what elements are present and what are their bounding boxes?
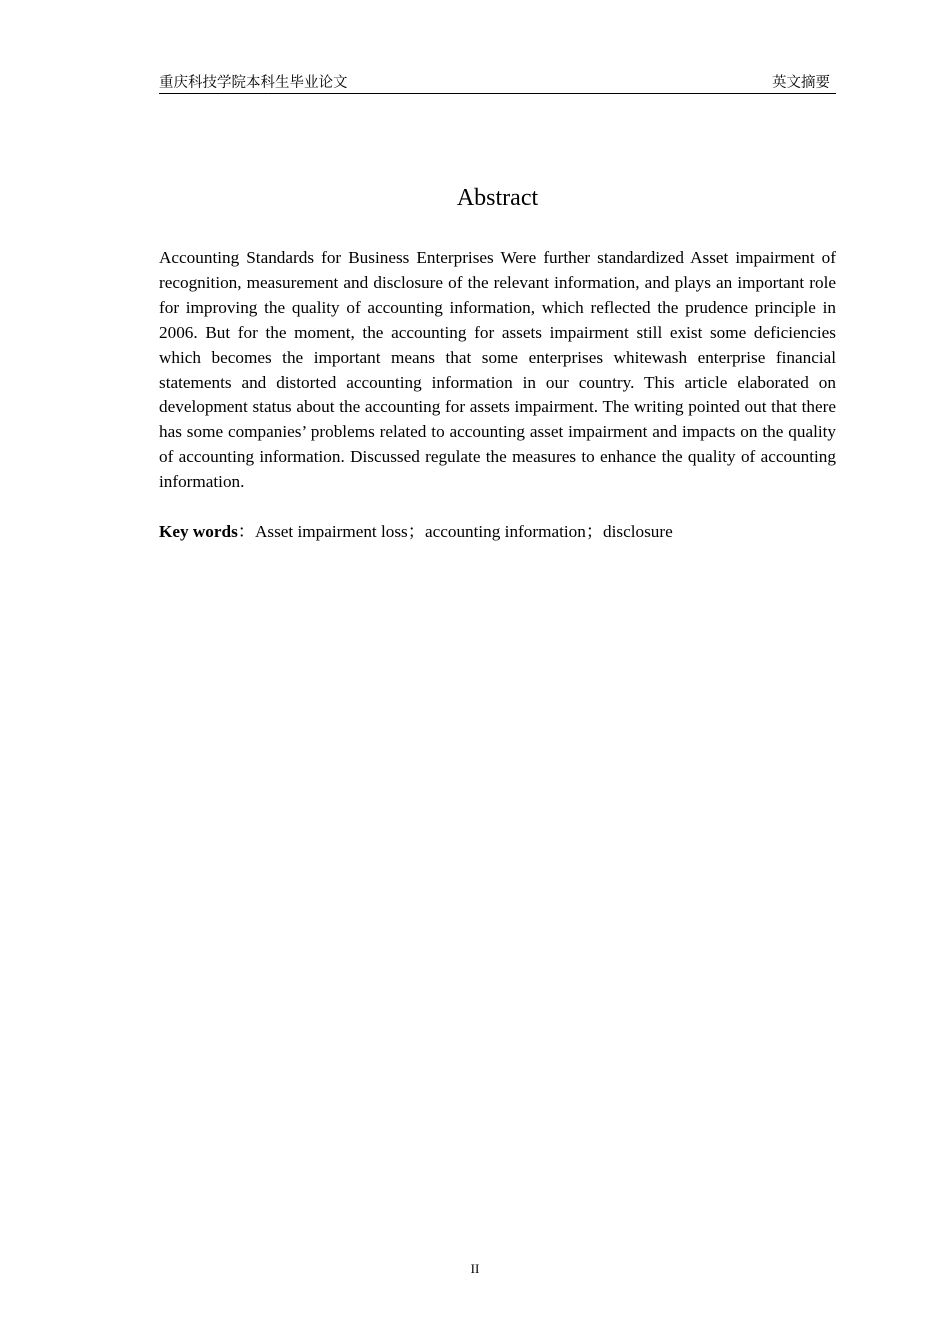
header-thesis-title: 重庆科技学院本科生毕业论文 <box>159 75 348 91</box>
keyword-item: accounting information <box>424 522 586 541</box>
keyword-separator: ； <box>407 522 425 541</box>
page-header <box>159 73 836 94</box>
keyword-item: Asset impairment loss <box>254 522 408 541</box>
keywords-separator: ： <box>237 522 255 541</box>
header-section-name: 英文摘要 <box>772 75 830 91</box>
abstract-title: Abstract <box>456 185 539 211</box>
keywords-line <box>159 520 836 545</box>
abstract-body: Accounting Standards for Business Enterprises Were further standardized Asset impairment of recognition, measurement and disclosure of the relevant information, and plays an important role for improving the quality of accounting information, which reflected the prudence principle in 2006. But for the moment, the accounting for assets impairment still exist some deficiencies which becomes the important means that some enterprises whitewash enterprise financial statements and distorted accounting information in our country. This article elaborated on development status about the accounting for assets impairment. The writing pointed out that there has some companies’ problems related to accounting asset impairment and impacts on the quality of accounting information. Discussed regulate the measures to enhance the quality of accounting information. <box>159 248 836 492</box>
keyword-separator: ； <box>585 522 604 541</box>
page-number: II <box>470 1261 480 1276</box>
keywords-label: Key words <box>159 522 238 541</box>
keyword-item: disclosure <box>603 522 673 541</box>
